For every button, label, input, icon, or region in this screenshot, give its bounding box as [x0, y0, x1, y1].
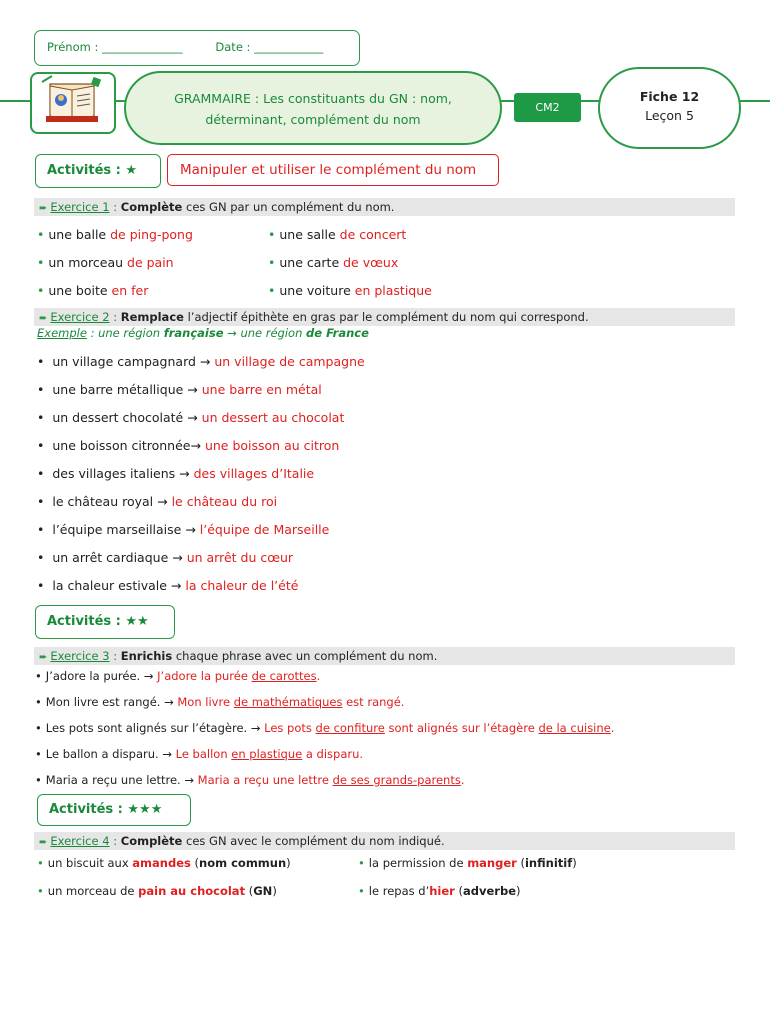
activities-label: Activités :	[47, 163, 121, 178]
exercise-4-header: ➨ Exercice 4 : Complète ces GN avec le complément du nom indiqué.	[34, 832, 735, 850]
sentence-item: • J’adore la purée. → J’adore la purée de carottes.	[35, 669, 321, 683]
name-date-box	[34, 30, 360, 66]
title-line-1: GRAMMAIRE : Les constituants du GN : nom,	[174, 91, 452, 106]
list-item: • un biscuit aux amandes (nom commun)	[37, 856, 291, 870]
arrow-icon: ➨	[39, 203, 48, 214]
level-badge: CM2	[514, 93, 581, 122]
list-item: • l’équipe marseillaise → l’équipe de Marseille	[37, 522, 330, 537]
lesson-title	[124, 71, 502, 145]
list-item: • une boite en fer	[37, 283, 149, 298]
list-item: • un village campagnard → un village de campagne	[37, 354, 365, 369]
list-item: • une boisson citronnée→ une boisson au citron	[37, 438, 340, 453]
exercise-1-header: ➨ Exercice 1 : Complète ces GN par un complément du nom.	[34, 198, 735, 216]
exercise-1-title: Exercice 1	[50, 200, 110, 214]
list-item: • une barre métallique → une barre en métal	[37, 382, 322, 397]
list-item: • un morceau de pain au chocolat (GN)	[37, 884, 277, 898]
list-item: • la chaleur estivale → la chaleur de l’été	[37, 578, 299, 593]
sentence-item: • Mon livre est rangé. → Mon livre de mathématiques est rangé.	[35, 695, 405, 709]
list-item: • un morceau de pain	[37, 255, 174, 270]
sentence-item: • Les pots sont alignés sur l’étagère. → Les pots de confiture sont alignés sur l’étagère de la cuisine.	[35, 721, 615, 735]
lecon-number: Leçon 5	[645, 108, 694, 123]
exercise-2-title: Exercice 2	[50, 310, 110, 324]
book-icon	[32, 74, 114, 132]
sentence-item: • Maria a reçu une lettre. → Maria a reçu une lettre de ses grands-parents.	[35, 773, 465, 787]
star-icon: ★★★	[127, 802, 163, 817]
activities-label: Activités :	[47, 614, 121, 629]
title-line-2: déterminant, complément du nom	[205, 112, 421, 127]
list-item: • un arrêt cardiaque → un arrêt du cœur	[37, 550, 294, 565]
date-field[interactable]: Date : ____________	[215, 40, 324, 54]
activities-1-label	[35, 154, 161, 188]
example-line: Exemple : une région française → une région de France	[37, 326, 369, 340]
star-icon: ★★	[125, 614, 149, 629]
prenom-field[interactable]: Prénom : ______________	[47, 40, 183, 54]
list-item: • la permission de manger (infinitif)	[358, 856, 577, 870]
activities-label: Activités :	[49, 802, 123, 817]
exercise-4-title: Exercice 4	[50, 834, 110, 848]
logo-box	[30, 72, 116, 134]
list-item: • une balle de ping-pong	[37, 227, 193, 242]
list-item: • le château royal → le château du roi	[37, 494, 278, 509]
list-item: • une carte de vœux	[268, 255, 399, 270]
list-item: • le repas d’hier (adverbe)	[358, 884, 521, 898]
activities-3-label	[37, 794, 191, 826]
list-item: • des villages italiens → des villages d’Italie	[37, 466, 315, 481]
arrow-icon: ➨	[39, 313, 48, 324]
exercise-2-header: ➨ Exercice 2 : Remplace l’adjectif épithète en gras par le complément du nom qui correspond.	[34, 308, 735, 326]
arrow-icon: ➨	[39, 652, 48, 663]
arrow-icon: ➨	[39, 837, 48, 848]
exercise-3-title: Exercice 3	[50, 649, 110, 663]
list-item: • une salle de concert	[268, 227, 407, 242]
activities-2-label	[35, 605, 175, 639]
list-item: • un dessert chocolaté → un dessert au chocolat	[37, 410, 345, 425]
list-item: • une voiture en plastique	[268, 283, 432, 298]
star-icon: ★	[125, 163, 138, 178]
fiche-number: Fiche 12	[639, 89, 700, 104]
objective-box: Manipuler et utiliser le complément du nom	[167, 154, 499, 186]
sentence-item: • Le ballon a disparu. → Le ballon en plastique a disparu.	[35, 747, 364, 761]
exercise-3-header: ➨ Exercice 3 : Enrichis chaque phrase avec un complément du nom.	[34, 647, 735, 665]
fiche-badge	[598, 67, 741, 149]
